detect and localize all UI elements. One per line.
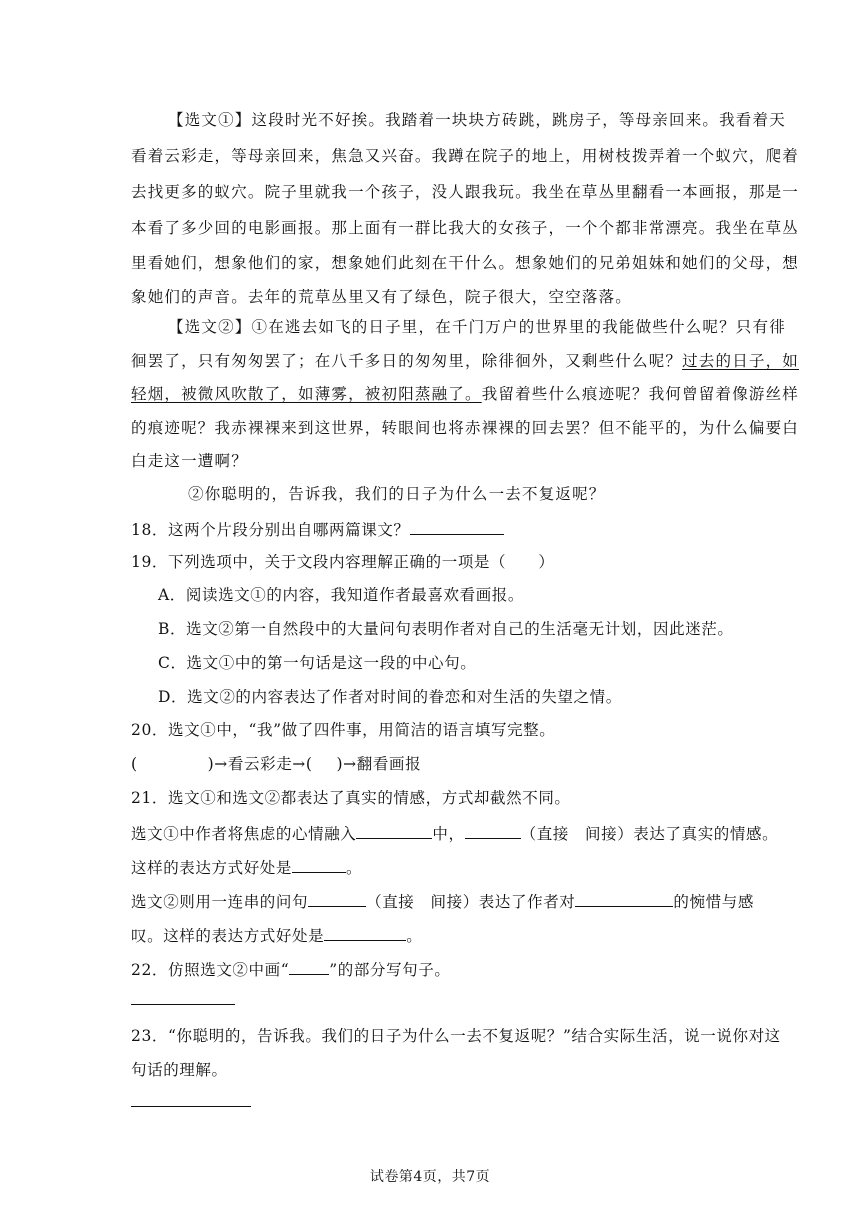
- q20-end: )→翻看画报: [336, 755, 422, 773]
- passage1-line-2: 看着云彩走，等母亲回来，焦急又兴奋。我蹲在院子的地上，用树枝拨弄着一个蚁穴，爬着: [131, 147, 800, 165]
- q20-open-paren: (: [131, 755, 138, 773]
- question-21: 21．选文①和选文②都表达了真实的情感，方式却截然不同。: [131, 789, 571, 807]
- question-21-line-2: [131, 856, 362, 878]
- answer-blank-21-5[interactable]: [575, 890, 673, 907]
- q21-text-1b: 中，: [432, 825, 465, 843]
- passage2-line-4: 的痕迹呢？我赤裸裸来到这世界，转眼间也将赤裸裸的回去罢？但不能平的，为什么偏要白: [131, 419, 800, 437]
- q21-text-1a: 选文①中作者将焦虑的心情融入: [131, 825, 357, 843]
- passage2-line-5: 白走这一遭啊？: [131, 452, 248, 470]
- option-b[interactable]: B．选文②第一自然段中的大量问句表明作者对自己的生活毫无计划，因此迷茫。: [158, 620, 734, 638]
- answer-blank-21-2[interactable]: [465, 822, 521, 839]
- q21-text-2b: 。: [346, 859, 363, 877]
- passage1-line-3: 去找更多的蚁穴。院子里就我一个孩子，没人跟我玩。我坐在草丛里翻看一本画报，那是一: [131, 183, 800, 201]
- answer-blank-18[interactable]: [410, 518, 504, 535]
- q21-text-4b: 。: [406, 927, 423, 945]
- option-a[interactable]: A．阅读选文①的内容，我知道作者最喜欢看画报。: [158, 586, 524, 604]
- q21-text-1c: （直接 间接）表达了真实的情感。: [520, 825, 779, 843]
- q22-quoted-blank: [289, 958, 329, 975]
- page-footer: 试卷第4页，共7页: [369, 1169, 491, 1185]
- q21-text-4a: 叹。这样的表达方式好处是: [131, 927, 325, 945]
- passage1-line-4: 本看了多少回的电影画报。那上面有一群比我大的女孩子，一个个都非常漂亮。我坐在草丛: [131, 219, 800, 237]
- passage2-paragraph-2: ②你聪明的，告诉我，我们的日子为什么一去不复返呢？: [188, 485, 606, 503]
- q21-text-3b: （直接 间接）表达了作者对: [366, 893, 576, 911]
- question-20: 20．选文①中，“我”做了四件事，用简洁的语言填写完整。: [131, 721, 556, 739]
- underlined-sentence-part2: 轻烟，被微风吹散了，如薄雾，被初阳蒸融了。: [131, 385, 482, 403]
- question-23-line-2: 句话的理解。: [131, 1061, 228, 1079]
- option-d[interactable]: D．选文②的内容表达了作者对时间的眷恋和对生活的失望之情。: [158, 688, 622, 706]
- question-21-line-3: [131, 890, 754, 912]
- passage2-line-3: [131, 384, 799, 404]
- underlined-sentence-part1: 过去的日子，如: [682, 352, 800, 370]
- passage2-line-3-text: 我留着些什么痕迹呢？我何曾留着像游丝样: [481, 385, 800, 403]
- option-c[interactable]: C．选文①中的第一句话是这一段的中心句。: [158, 654, 477, 672]
- question-21-line-4: [131, 924, 422, 946]
- passage1-line-5: 里看她们，想象他们的家，想象她们此刻在干什么。想象她们的兄弟姐妹和她们的父母，想: [131, 254, 800, 272]
- question-21-line-1: [131, 822, 778, 844]
- question-18-text: 18．这两个片段分别出自哪两篇课文？: [131, 521, 410, 539]
- question-22: [131, 958, 450, 980]
- answer-blank-21-1[interactable]: [356, 822, 432, 839]
- answer-line-22[interactable]: [131, 1004, 235, 1005]
- passage2-line-2: [131, 351, 799, 371]
- answer-blank-21-6[interactable]: [324, 924, 406, 941]
- q21-text-3a: 选文②则用一连串的问句: [131, 893, 309, 911]
- q21-text-3c: 的惋惜与感: [673, 893, 754, 911]
- question-20-flow: [131, 754, 421, 774]
- answer-line-23[interactable]: [131, 1106, 251, 1107]
- q22-text-a: 22．仿照选文②中画“: [131, 961, 290, 979]
- passage2-line-1: 【选文②】①在逃去如飞的日子里，在千门万户的世界里的我能做些什么呢？只有徘: [168, 318, 786, 336]
- q21-text-2a: 这样的表达方式好处是: [131, 859, 293, 877]
- passage1-line-6: 象她们的声音。去年的荒草丛里又有了绿色，院子很大，空空落落。: [131, 288, 633, 306]
- question-19: 19．下列选项中，关于文段内容理解正确的一项是（ ）: [131, 553, 555, 571]
- question-18: [131, 518, 504, 540]
- passage2-line-2-text: 徊罢了，只有匆匆罢了；在八千多日的匆匆里，除徘徊外，又剩些什么呢？: [131, 352, 683, 370]
- question-23-line-1: 23．“你聪明的，告诉我。我们的日子为什么一去不复返呢？”结合实际生活，说一说你对这: [131, 1027, 781, 1045]
- answer-blank-21-4[interactable]: [308, 890, 366, 907]
- q22-text-b: ”的部分写句子。: [329, 961, 451, 979]
- answer-blank-21-3[interactable]: [292, 856, 346, 873]
- passage1-line-1: 【选文①】这段时光不好挨。我踏着一块块方砖跳，跳房子，等母亲回来。我看着天: [168, 111, 786, 129]
- q20-middle: )→看云彩走→(: [207, 755, 313, 773]
